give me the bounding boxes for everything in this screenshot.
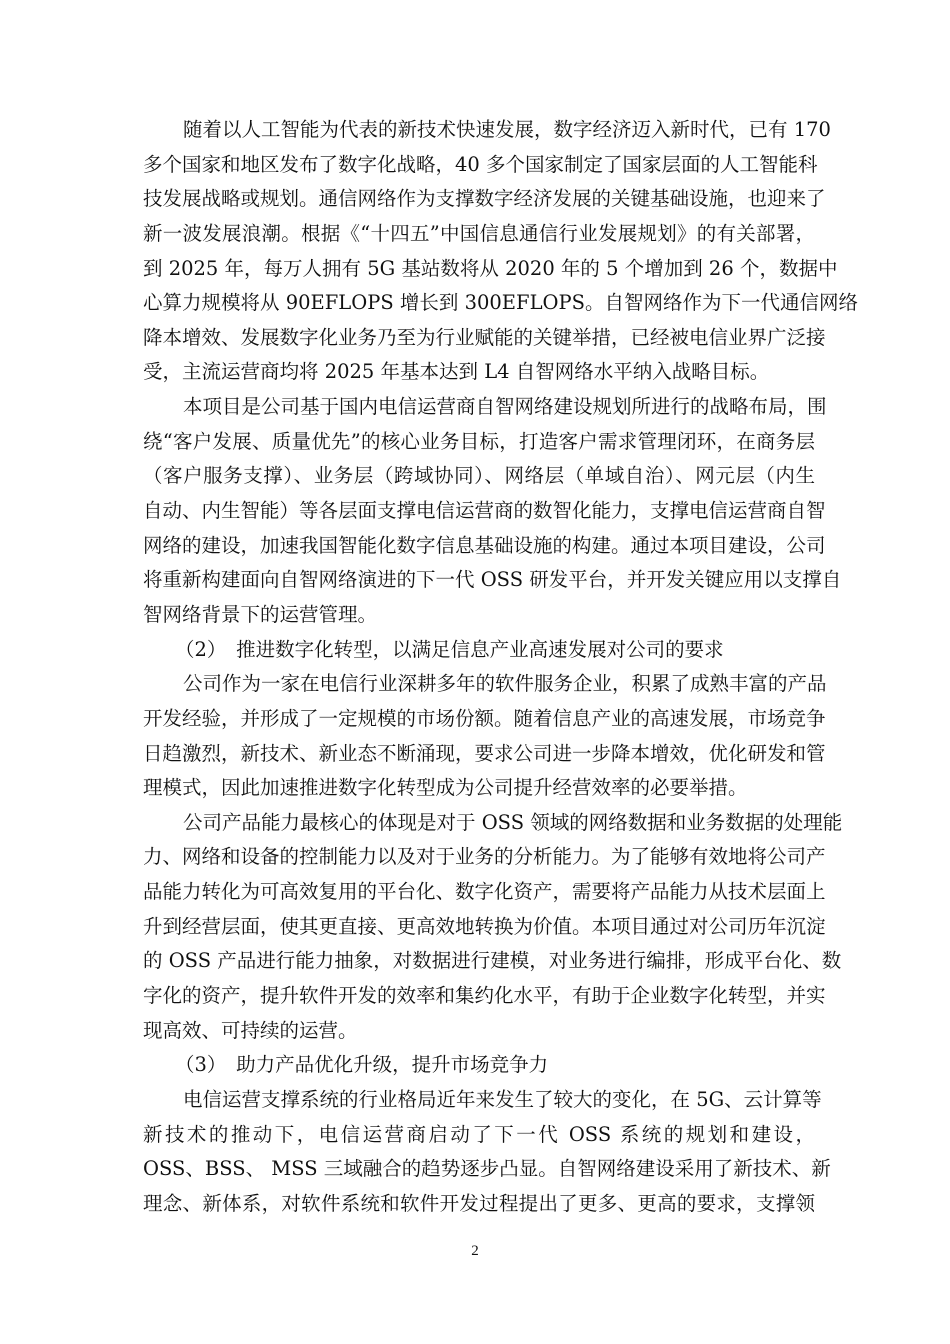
text-line: 电信运营支撑系统的行业格局近年来发生了较大的变化，在 5G、云计算等: [183, 1087, 822, 1111]
section-heading: [143, 633, 815, 668]
text-line: 绕“客户发展、质量优先”的核心业务目标，打造客户需求管理闭环，在商务层: [143, 429, 815, 453]
text-line: 受，主流运营商均将 2025 年基本达到 L4 自智网络水平纳入战略目标。: [143, 360, 770, 384]
text-line: 网络的建设，加速我国智能化数字信息基础设施的构建。通过本项目建设，公司: [143, 533, 826, 557]
text-line: 字化的资产，提升软件开发的效率和集约化水平，有助于企业数字化转型，并实: [143, 984, 826, 1008]
text-line: 理模式，因此加速推进数字化转型成为公司提升经营效率的必要举措。: [143, 776, 748, 800]
text-line: 现高效、可持续的运营。: [143, 1018, 358, 1042]
text-line: （客户服务支撑）、业务层（跨域协同）、网络层（单域自治）、网元层（内生: [143, 464, 815, 488]
page-number: 2: [471, 1243, 479, 1259]
text-line: 力、网络和设备的控制能力以及对于业务的分析能力。为了能够有效地将公司产: [143, 845, 826, 869]
text-line: 降本增效、发展数字化业务乃至为行业赋能的关键举措，已经被电信业界广泛接: [143, 325, 826, 349]
text-line: OSS、BSS、 MSS 三域融合的趋势逐步凸显。自智网络建设采用了新技术、新: [143, 1157, 831, 1181]
text-line: 开发经验，并形成了一定规模的市场份额。随着信息产业的高速发展，市场竞争: [143, 706, 826, 730]
paragraph: [143, 390, 842, 632]
paragraph: [143, 113, 858, 390]
text-line: 公司作为一家在电信行业深耕多年的软件服务企业，积累了成熟丰富的产品: [183, 672, 827, 696]
text-line: （2） 推进数字化转型，以满足信息产业高速发展对公司的要求: [175, 637, 724, 661]
text-line: 多个国家和地区发布了数字化战略，40 多个国家制定了国家层面的人工智能科: [143, 152, 818, 176]
text-line: 随着以人工智能为代表的新技术快速发展，数字经济迈入新时代，已有 170: [183, 118, 831, 141]
text-line: （3） 助力产品优化升级，提升市场竞争力: [175, 1053, 549, 1077]
text-line: 品能力转化为可高效复用的平台化、数字化资产，需要将产品能力从技术层面上: [143, 880, 826, 904]
text-line: 日趋激烈，新技术、新业态不断涌现，要求公司进一步降本增效，优化研发和管: [143, 741, 826, 765]
text-line: 技发展战略或规划。通信网络作为支撑数字经济发展的关键基础设施，也迎来了: [143, 187, 826, 211]
section-heading: [143, 1048, 815, 1083]
text-line: 智网络背景下的运营管理。: [143, 602, 378, 626]
text-line: 心算力规模将从 90EFLOPS 增长到 300EFLOPS。自智网络作为下一代通信网络: [143, 291, 858, 315]
text-line: 自动、内生智能）等各层面支撑电信运营商的数智化能力，支撑电信运营商自智: [143, 499, 826, 523]
text-line: 新一波发展浪潮。根据《“十四五”中国信息通信行业发展规划》的有关部署，: [143, 221, 815, 245]
text-line: 的 OSS 产品进行能力抽象，对数据进行建模，对业务进行编排，形成平台化、数: [143, 949, 842, 973]
text-line: 公司产品能力最核心的体现是对于 OSS 领域的网络数据和业务数据的处理能: [183, 810, 843, 834]
text-line: 将重新构建面向自智网络演进的下一代 OSS 研发平台，并开发关键应用以支撑自: [143, 568, 842, 592]
paragraph: [143, 667, 827, 806]
paragraph: [143, 1083, 831, 1222]
text-line: 升到经营层面，使其更直接、更高效地转换为价值。本项目通过对公司历年沉淀: [143, 914, 826, 938]
paragraph: [143, 806, 843, 1048]
text-line: 新技术的推动下，电信运营商启动了下一代 OSS 系统的规划和建设，: [143, 1122, 815, 1146]
text-line: 到 2025 年，每万人拥有 5G 基站数将从 2020 年的 5 个增加到 26 个，数据中: [143, 256, 838, 280]
text-line: 理念、新体系，对软件系统和软件开发过程提出了更多、更高的要求，支撑领: [143, 1191, 815, 1215]
text-line: 本项目是公司基于国内电信运营商自智网络建设规划所进行的战略布局，围: [183, 395, 827, 419]
document-body: [143, 113, 858, 1222]
